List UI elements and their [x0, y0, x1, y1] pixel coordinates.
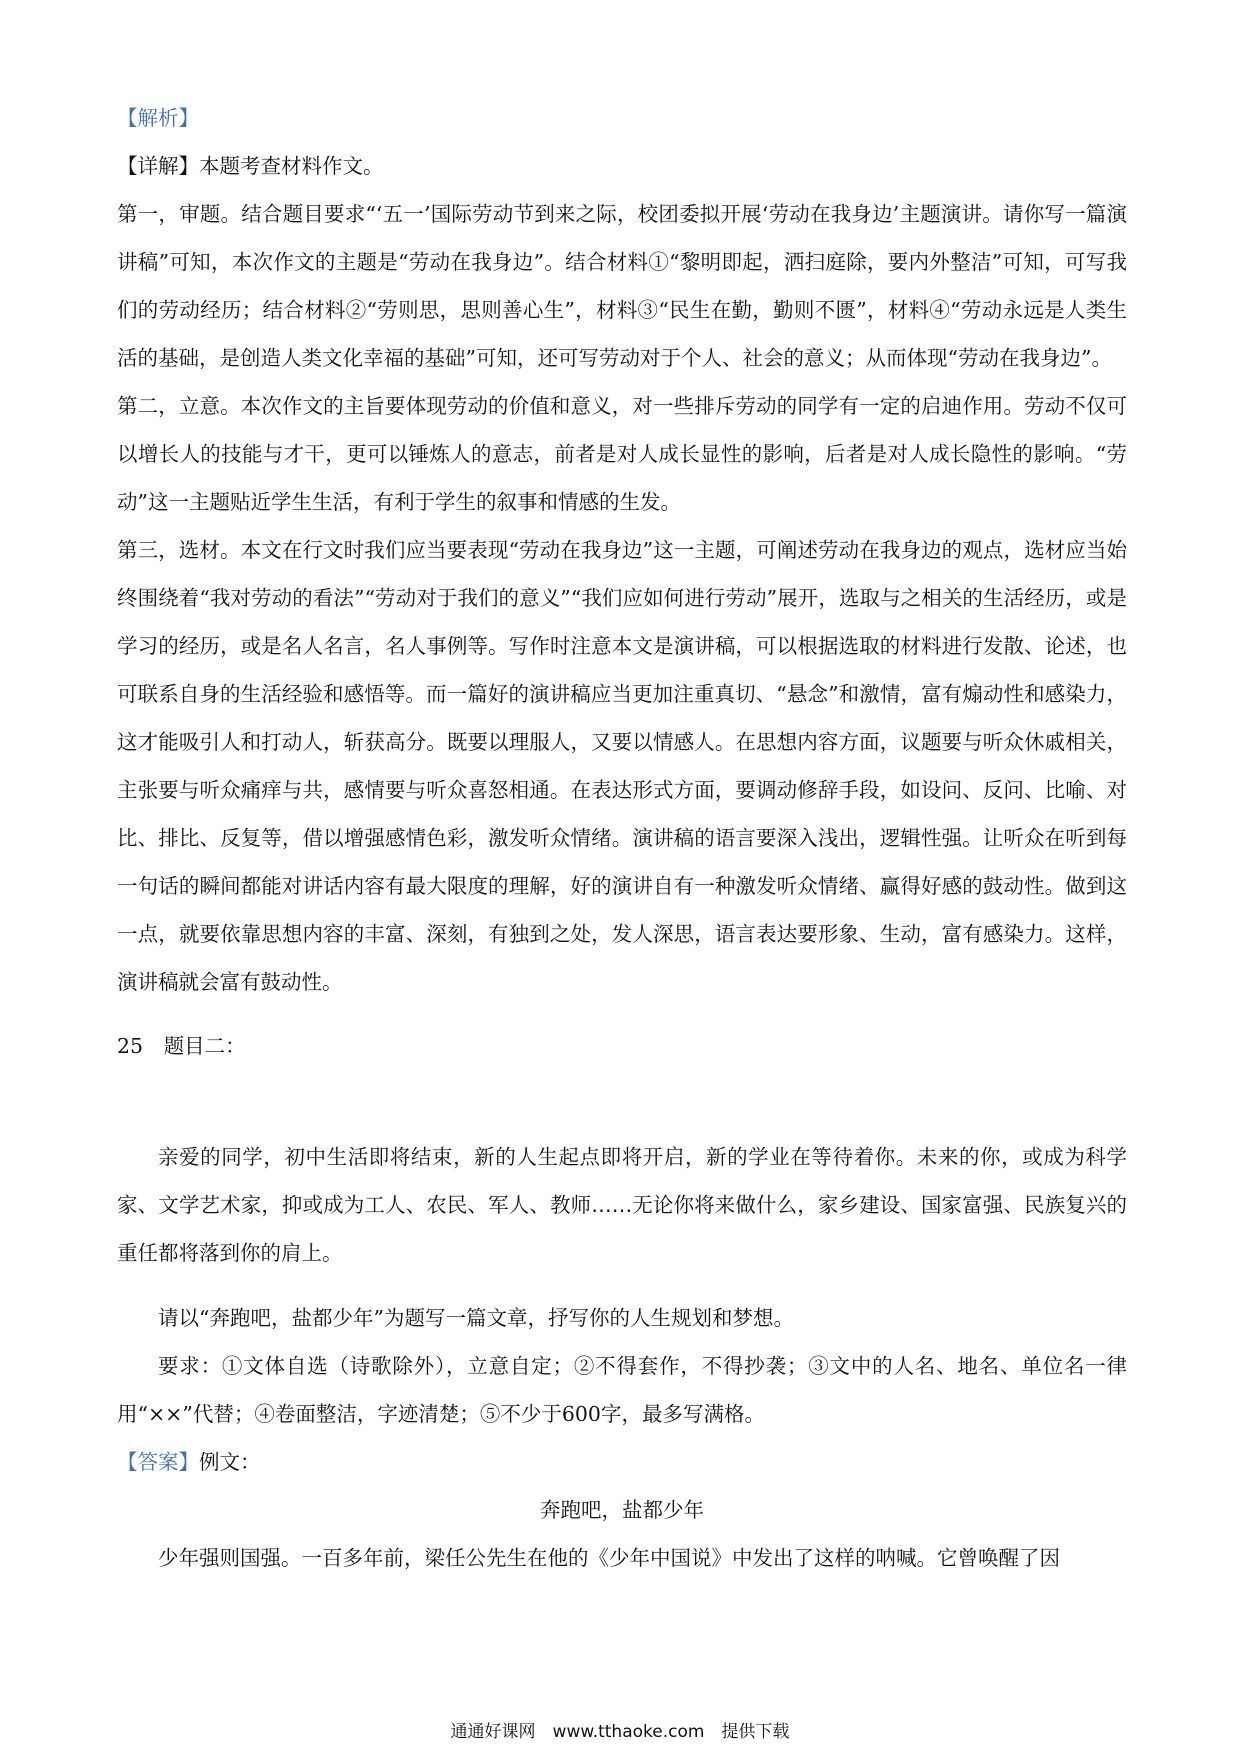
instruction-text: 请以“奔跑吧，盐都少年”为题写一篇文章，抒写你的人生规划和梦想。: [158, 1306, 794, 1330]
essay-title: 奔跑吧，盐都少年: [540, 1498, 704, 1522]
question-number-label: 25 题目二：: [117, 1034, 246, 1058]
analysis-body: [117, 142, 1127, 1006]
analysis-tag: 【解析】: [117, 106, 199, 130]
answer-heading: [117, 1438, 1127, 1486]
essay-body: [117, 1534, 1127, 1582]
answer-lead: 例文：: [199, 1450, 261, 1474]
prompt-text: 亲爱的同学，初中生活即将结束，新的人生起点即将开启，新的学业在等待着你。未来的你，或成为科学家、文学艺术家，抑或成为工人、农民、军人、教师……无论你将来做什么，家乡建设、国家富强、民族复兴的重任都将落到你的肩上。: [117, 1145, 1127, 1265]
analysis-paragraph-3: 第三，选材。本文在行文时我们应当要表现“劳动在我身边”这一主题，可阐述劳动在我身边的观点，选材应当始终围绕着“我对劳动的看法”“劳动对于我们的意义”“我们应如何进行劳动”展开，选取与之相关的生活经历，或是学习的经历，或是名人名言，名人事例等。写作时注意本文是演讲稿，可以根据选取的材料进行发散、论述，也可联系自身的生活经验和感悟等。而一篇好的演讲稿应当更加注重真切、“悬念”和激情，富有煽动性和感染力，这才能吸引人和打动人，斩获高分。既要以理服人，又要以情感人。在思想内容方面，议题要与听众休戚相关，主张要与听众痛痒与共，感情要与听众喜怒相通。在表达形式方面，要调动修辞手段，如设问、反问、比喻、对比、排比、反复等，借以增强感情色彩，激发听众情绪。演讲稿的语言要深入浅出，逻辑性强。让听众在听到每一句话的瞬间都能对讲话内容有最大限度的理解，好的演讲自有一种激发听众情绪、赢得好感的鼓动性。做到这一点，就要依靠思想内容的丰富、深刻，有独到之处，发人深思，语言表达要形象、生动，富有感染力。这样，演讲稿就会富有鼓动性。: [117, 538, 1127, 994]
analysis-heading: [117, 94, 199, 142]
analysis-paragraph-2: 第二，立意。本次作文的主旨要体现劳动的价值和意义，对一些排斥劳动的同学有一定的启迪作用。劳动不仅可以增长人的技能与才干，更可以锤炼人的意志，前者是对人成长显性的影响，后者是对人成长隐性的影响。“劳动”这一主题贴近学生生活，有利于学生的叙事和情感的生发。: [117, 394, 1127, 514]
analysis-paragraph-1: 第一，审题。结合题目要求“‘五一’国际劳动节到来之际，校团委拟开展‘劳动在我身边’主题演讲。请你写一篇演讲稿”可知，本次作文的主题是“劳动在我身边”。结合材料①“黎明即起，洒扫庭除，要内外整洁”可知，可写我们的劳动经历；结合材料②“劳则思，思则善心生”，材料③“民生在勤，勤则不匮”，材料④“劳动永远是人类生活的基础，是创造人类文化幸福的基础”可知，还可写劳动对于个人、社会的意义；从而体现“劳动在我身边”。: [117, 202, 1127, 370]
detail-tag: 【详解】: [117, 154, 199, 178]
essay-first-line: 少年强则国强。一百多年前，梁任公先生在他的《少年中国说》中发出了这样的呐喊。它曾唤醒了因: [158, 1546, 1060, 1570]
detail-line: [117, 142, 1127, 190]
page-footer: 通通好课网 www.tthaoke.com 提供下载: [450, 1722, 790, 1742]
answer-tag: 【答案】: [117, 1450, 199, 1474]
question-instructions: [117, 1294, 1127, 1438]
detail-text: 本题考查材料作文。: [199, 154, 384, 178]
requirements-text: 要求：①文体自选（诗歌除外），立意自定；②不得套作，不得抄袭；③文中的人名、地名、单位名一律用“××”代替；④卷面整洁，字迹清楚；⑤不少于600字，最多写满格。: [117, 1354, 1127, 1426]
question-number: [117, 1022, 1127, 1070]
question-prompt: [117, 1133, 1127, 1277]
